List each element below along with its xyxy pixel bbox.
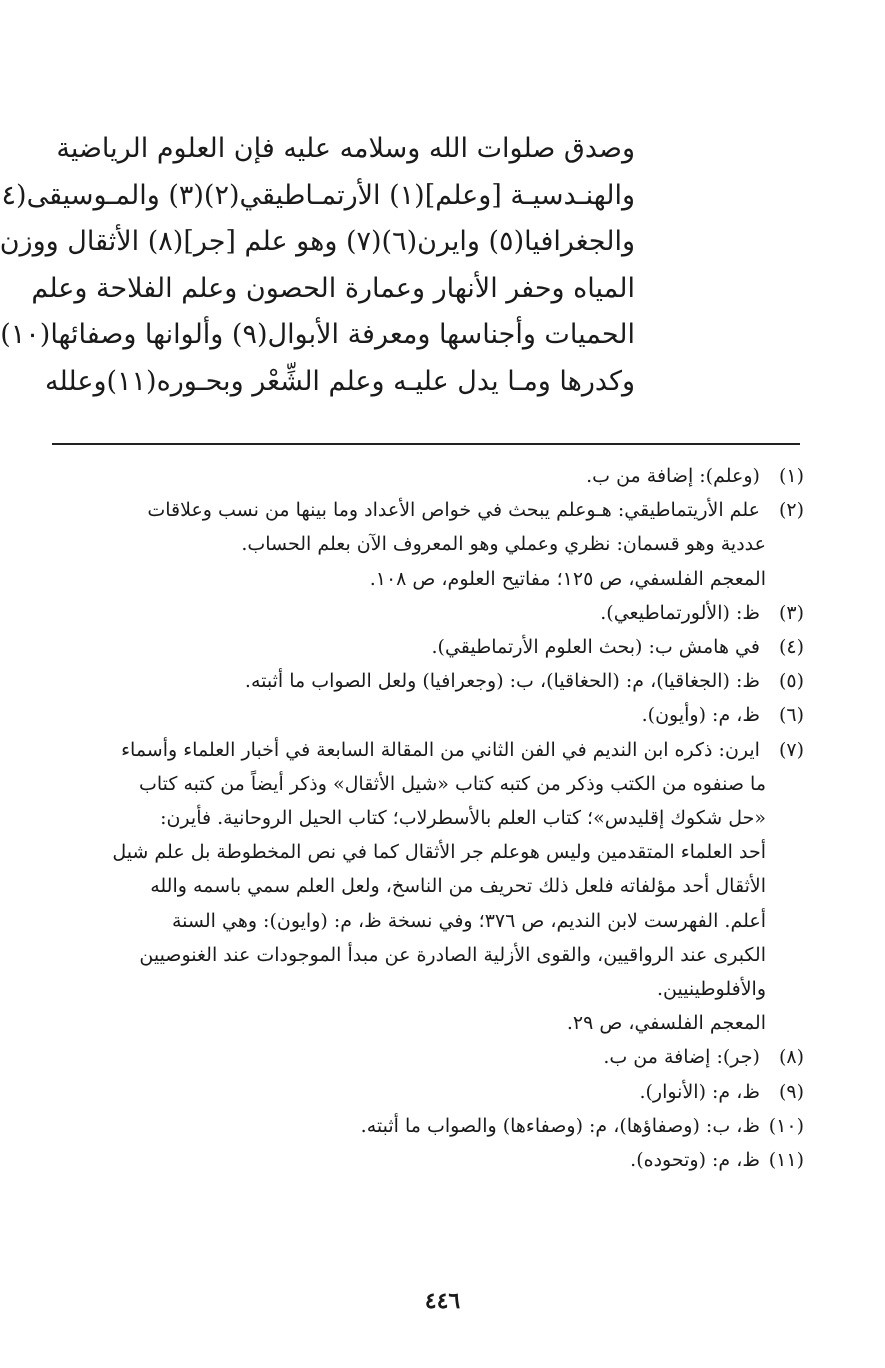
- footnote-text: ظ، م: (وأيون).: [641, 704, 760, 727]
- footnotes: [44, 459, 804, 1177]
- footnote-number: (٧): [778, 738, 804, 761]
- main-text: [0, 126, 635, 405]
- footnote-continuation: عددية وهو قسمان: نظري وعملي وهو المعروف الآن بعلم الحساب.: [241, 533, 766, 556]
- footnote-number: (٦): [778, 704, 804, 727]
- footnote-continuation: المعجم الفلسفي، ص ١٢٥؛ مفاتيح العلوم، ص ١٠٨.: [369, 567, 766, 590]
- footnote-number: (٩): [778, 1080, 804, 1103]
- footnote-continuation: الكبرى عند الرواقيين، والقوى الأزلية الصادرة عن مبدأ الموجودات عند الغنوصيين: [139, 943, 766, 966]
- footnote-8: [44, 1040, 804, 1074]
- footnote-continuation: أعلم. الفهرست لابن النديم، ص ٣٧٦؛ وفي نسخة ظ، م: (وايون): وهي السنة: [172, 909, 766, 932]
- footnote-text: ظ: (الألورتماطيعي).: [600, 601, 760, 624]
- footnote-4: [44, 630, 804, 664]
- footnote-divider: [52, 443, 800, 445]
- footnote-number: (١٠): [768, 1114, 804, 1137]
- footnote-text: ظ، م: (الأنوار).: [639, 1080, 760, 1103]
- main-text-line: والجغرافيا(٥) وايرن(٦)(٧) وهو علم [جر](٨) الأثقال ووزن: [0, 226, 635, 257]
- footnote-text: (جر): إضافة من ب.: [603, 1046, 760, 1069]
- footnote-text: علم الأريتماطيقي: هـوعلم يبحث في خواص الأعداد وما بينها من نسب وعلاقات: [147, 499, 760, 522]
- footnote-11: [44, 1143, 804, 1177]
- footnote-number: (٤): [778, 636, 804, 659]
- footnote-text: في هامش ب: (بحث العلوم الأرتماطيقي).: [431, 636, 760, 659]
- footnote-text: ظ، م: (وتحوده).: [630, 1149, 760, 1172]
- footnote-number: (٨): [778, 1046, 804, 1069]
- footnote-continuation: المعجم الفلسفي، ص ٢٩.: [566, 1012, 766, 1035]
- footnote-number: (١): [778, 465, 804, 487]
- footnote-10: [44, 1109, 804, 1143]
- footnote-number: (٥): [778, 670, 804, 693]
- footnote-number: (٢): [778, 499, 804, 522]
- footnote-text: ايرن: ذكره ابن النديم في الفن الثاني من المقالة السابعة في أخبار العلماء وأسماء: [121, 738, 760, 761]
- footnote-continuation: «حل شكوك إقليدس»؛ كتاب العلم بالأسطرلاب؛ كتاب الحيل الروحانية. فأيرن:: [160, 807, 766, 830]
- main-text-line: وكدرها ومـا يدل عليـه وعلم الشِّعْر وبحـوره(١١)وعلله: [44, 365, 635, 397]
- main-text-line: الحميات وأجناسها ومعرفة الأبوال(٩) وألوانها وصفائها(١٠): [0, 319, 635, 350]
- footnote-2: [44, 493, 804, 527]
- footnote-number: (٣): [778, 601, 804, 624]
- footnote-9: [44, 1075, 804, 1109]
- footnote-continuation: أحد العلماء المتقدمين وليس هوعلم جر الأثقال كما في نص المخطوطة بل علم شيل: [112, 841, 766, 864]
- footnote-text: ظ: (الجغاقيا)، م: (الحغاقيا)، ب: (وجعرافيا) ولعل الصواب ما أثبته.: [244, 670, 760, 693]
- footnote-1: [44, 459, 804, 493]
- footnote-7: [44, 733, 804, 767]
- footnote-3: [44, 596, 804, 630]
- main-text-line: المياه وحفر الأنهار وعمارة الحصون وعلم الفلاحة وعلم: [31, 272, 635, 304]
- footnote-number: (١١): [768, 1149, 804, 1172]
- page-number: ٤٤٦: [424, 1288, 461, 1314]
- footnote-continuation: الأثقال أحد مؤلفاته فلعل ذلك تحريف من الناسخ، ولعل العلم سمي باسمه والله: [150, 875, 766, 898]
- footnote-text: ظ، ب: (وصفاؤها)، م: (وصفاءها) والصواب ما أثبته.: [360, 1114, 760, 1137]
- main-text-line: وصدق صلوات الله وسلامه عليه فإن العلوم الرياضية: [56, 133, 635, 164]
- main-text-line: والهنـدسيـة [وعلم](١) الأرتمـاطيقي(٢)(٣) والمـوسيقى(٤: [1, 179, 635, 211]
- footnote-5: [44, 664, 804, 698]
- footnote-continuation: ما صنفوه من الكتب وذكر من كتبه كتاب «شيل الأثقال» وذكر أيضاً من كتبه كتاب: [138, 772, 766, 795]
- footnote-text: (وعلم): إضافة من ب.: [586, 465, 760, 487]
- footnote-continuation: والأفلوطينيين.: [656, 978, 766, 1001]
- footnote-6: [44, 698, 804, 732]
